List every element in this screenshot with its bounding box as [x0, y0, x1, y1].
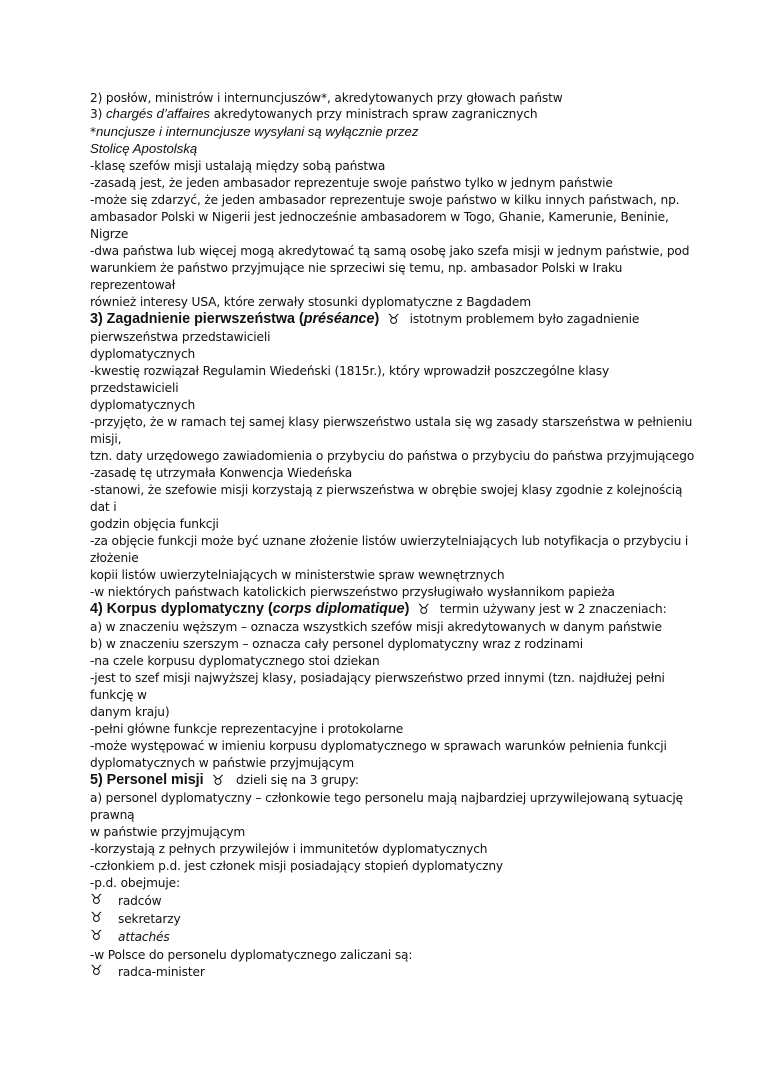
section-heading [90, 772, 359, 788]
text-line: dyplomatycznych [90, 398, 196, 412]
text-line: -pełni główne funkcje reprezentacyjne i protokolarne [90, 722, 404, 736]
italic-footnote-cont: Stolicę Apostolską [90, 141, 198, 156]
text-line: -na czele korpusu dyplomatycznego stoi dziekan [90, 654, 380, 668]
text-line: -może się zdarzyć, że jeden ambasador reprezentuje swoje państwo w kilku innych państwach, np. [90, 193, 680, 207]
text-line: -za objęcie funkcji może być uznane złożenie listów uwierzytelniających lub notyfikacja o przybyciu i [90, 534, 689, 548]
heading-text: 5) Personel misji [90, 772, 204, 788]
list-item-text: radców [118, 894, 162, 908]
text-line: dat i [90, 500, 117, 514]
text-line: godzin objęcia funkcji [90, 517, 219, 531]
text-line: -dwa państwa lub więcej mogą akredytować tą samą osobę jako szefa misji w jednym państwie, pod [90, 244, 690, 258]
text-line: misji, [90, 432, 122, 446]
text-line: -może występować w imieniu korpusu dyplomatycznego w sprawach warunków pełnienia funkcji [90, 739, 667, 753]
text-run: dzieli się na 3 grupy: [236, 773, 359, 787]
text-line: a) w znaczeniu węższym – oznacza wszystkich szefów misji akredytowanych w danym państwie [90, 620, 662, 634]
heading-text: 4) Korpus dyplomatyczny ( [90, 601, 273, 617]
section-heading [90, 311, 639, 327]
taurus-icon: ♉ [90, 928, 103, 944]
text-line: -przyjęto, że w ramach tej samej klasy pierwszeństwo ustala się wg zasady starszeństwa w pełnieniu [90, 415, 693, 429]
taurus-icon: ♉ [387, 312, 400, 328]
text-line: funkcję w [90, 688, 147, 702]
text-line: również interesy USA, które zerwały stosunki dyplomatyczne z Bagdadem [90, 295, 531, 309]
text-run: istotnym problemem było zagadnienie [409, 312, 640, 326]
text-line [90, 106, 537, 122]
text-line: prawną [90, 808, 135, 822]
heading-italic: corps diplomatique [272, 601, 405, 617]
heading-text: ) [404, 601, 410, 617]
heading-text: ) [374, 311, 380, 327]
text-line: a) personel dyplomatyczny – członkowie tego personelu mają najbardziej uprzywilejowaną sytuację [90, 791, 683, 805]
list-item-text: radca-minister [118, 965, 205, 979]
text-line: -zasadę tę utrzymała Konwencja Wiedeńska [90, 466, 353, 480]
text-line: -stanowi, że szefowie misji korzystają z pierwszeństwa w obrębie swojej klasy zgodnie z kolejnością [90, 483, 683, 497]
text-line: -korzystają z pełnych przywilejów i immunitetów dyplomatycznych [90, 842, 488, 856]
text-line: złożenie [90, 551, 139, 565]
text-line: -p.d. obejmuje: [90, 876, 180, 890]
text-line: Nigrze [90, 227, 129, 241]
text-line: b) w znaczeniu szerszym – oznacza cały personel dyplomatyczny wraz z rodzinami [90, 637, 583, 651]
taurus-icon: ♉ [90, 963, 103, 979]
text-run: * [90, 125, 96, 139]
list-item-text: sekretarzy [118, 912, 181, 926]
text-line: -klasę szefów misji ustalają między sobą państwa [90, 159, 386, 173]
text-line: -kwestię rozwiązał Regulamin Wiedeński (1815r.), który wprowadził poszczególne klasy [90, 364, 610, 378]
text-line: dyplomatycznych [90, 347, 196, 361]
text-line: -w niektórych państwach katolickich pierwszeństwo przysługiwało wysłannikom papieża [90, 585, 615, 599]
text-run: termin używany jest w 2 znaczeniach: [439, 602, 667, 616]
text-line: -zasadą jest, że jeden ambasador reprezentuje swoje państwo tylko w jednym państwie [90, 176, 613, 190]
text-line: ambasador Polski w Nigerii jest jednocześnie ambasadorem w Togo, Ghanie, Kamerunie, Beninie, [90, 210, 669, 224]
text-line: pierwszeństwa przedstawicieli [90, 330, 271, 344]
text-run: akredytowanych przy ministrach spraw zagranicznych [210, 107, 538, 121]
text-line: reprezentował [90, 278, 176, 292]
taurus-icon: ♉ [417, 602, 430, 618]
text-line: -członkiem p.d. jest członek misji posiadający stopień dyplomatyczny [90, 859, 503, 873]
taurus-icon: ♉ [211, 773, 225, 789]
text-run: 3) [90, 107, 106, 121]
italic-term: chargés d’affaires [105, 106, 211, 121]
text-line: warunkiem że państwo przyjmujące nie sprzeciwi się temu, np. ambasador Polski w Iraku [90, 261, 623, 275]
text-line [90, 124, 418, 140]
text-line: -w Polsce do personelu dyplomatycznego zaliczani są: [90, 948, 413, 962]
text-line: dyplomatycznych w państwie przyjmującym [90, 756, 354, 770]
text-line: -jest to szef misji najwyższej klasy, posiadający pierwszeństwo przed innymi (tzn. najdłużej pełni [90, 671, 665, 685]
text-line: tzn. daty urzędowego zawiadomienia o przybyciu do państwa o przybyciu do państwa przyjmującego [90, 449, 695, 463]
list-item-text: attachés [118, 930, 170, 944]
taurus-icon: ♉ [90, 910, 103, 926]
text-line: przedstawicieli [90, 381, 179, 395]
text-line: 2) posłów, ministrów i internuncjuszów*, akredytowanych przy głowach państw [90, 91, 563, 105]
text-line: kopii listów uwierzytelniających w ministerstwie spraw wewnętrznych [90, 568, 505, 582]
taurus-icon: ♉ [90, 892, 103, 908]
text-line: danym kraju) [90, 705, 170, 719]
heading-text: 3) Zagadnienie pierwszeństwa ( [90, 311, 304, 327]
heading-italic: préséance [303, 311, 375, 327]
section-heading [90, 601, 667, 617]
text-line: w państwie przyjmującym [90, 825, 246, 839]
italic-footnote: nuncjusze i internuncjusze wysyłani są wyłącznie przez [95, 124, 419, 139]
